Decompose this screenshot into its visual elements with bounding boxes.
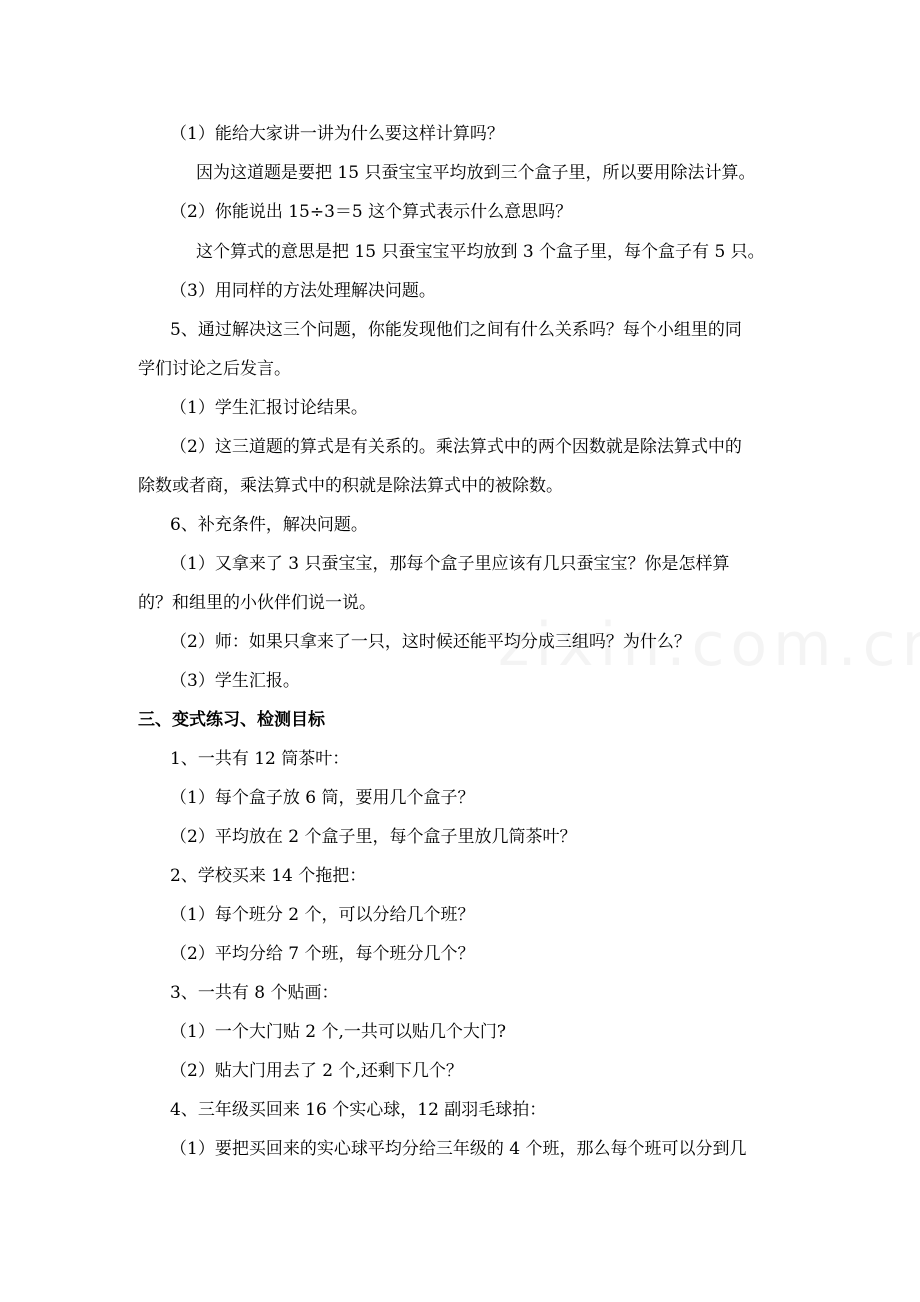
text-line: （2）贴大门用去了 2 个,还剩下几个？ — [170, 1061, 463, 1081]
text-line: （2）你能说出 15÷3＝5 这个算式表示什么意思吗？ — [170, 202, 573, 222]
text-line: （1）一个大门贴 2 个,一共可以贴几个大门? — [170, 1022, 506, 1042]
section-heading: 三、变式练习、检测目标 — [138, 710, 325, 730]
text-line: 6、补充条件，解决问题。 — [170, 515, 368, 535]
text-line: 的？和组里的小伙伴们说一说。 — [138, 593, 376, 613]
text-line: 4、三年级买回来 16 个实心球，12 副羽毛球拍： — [170, 1100, 547, 1120]
text-line: 5、通过解决这三个问题，你能发现他们之间有什么关系吗？每个小组里的同 — [170, 320, 742, 340]
text-line: （2）师：如果只拿来了一只，这时候还能平均分成三组吗？为什么？ — [170, 632, 691, 652]
text-line: （1）又拿来了 3 只蚕宝宝，那每个盒子里应该有几只蚕宝宝？你是怎样算 — [170, 554, 730, 574]
text-line: 因为这道题是要把 15 只蚕宝宝平均放到三个盒子里，所以要用除法计算。 — [196, 163, 756, 183]
text-line: （1）每个班分 2 个，可以分给几个班？ — [170, 905, 475, 925]
text-line: （2）平均分给 7 个班，每个班分几个？ — [170, 944, 475, 964]
text-line: 3、一共有 8 个贴画： — [170, 983, 339, 1003]
text-line: （3）用同样的方法处理解决问题。 — [170, 281, 436, 301]
text-line: （2）平均放在 2 个盒子里，每个盒子里放几筒茶叶？ — [170, 827, 577, 847]
text-line: （1）每个盒子放 6 筒，要用几个盒子？ — [170, 788, 475, 808]
text-line: （1）能给大家讲一讲为什么要这样计算吗？ — [170, 124, 504, 144]
text-line: （2）这三道题的算式是有关系的。乘法算式中的两个因数就是除法算式中的 — [170, 437, 742, 457]
text-line: 除数或者商，乘法算式中的积就是除法算式中的被除数。 — [138, 476, 563, 496]
text-line: 这个算式的意思是把 15 只蚕宝宝平均放到 3 个盒子里，每个盒子有 5 只。 — [196, 242, 765, 262]
text-line: （1）学生汇报讨论结果。 — [170, 398, 368, 418]
text-line: 2、学校买来 14 个拖把： — [170, 866, 367, 886]
text-line: 1、一共有 12 筒茶叶： — [170, 749, 350, 769]
text-line: （1）要把买回来的实心球平均分给三年级的 4 个班，那么每个班可以分到几 — [170, 1139, 747, 1159]
text-line: （3）学生汇报。 — [170, 671, 300, 691]
text-line: 学们讨论之后发言。 — [138, 359, 291, 379]
